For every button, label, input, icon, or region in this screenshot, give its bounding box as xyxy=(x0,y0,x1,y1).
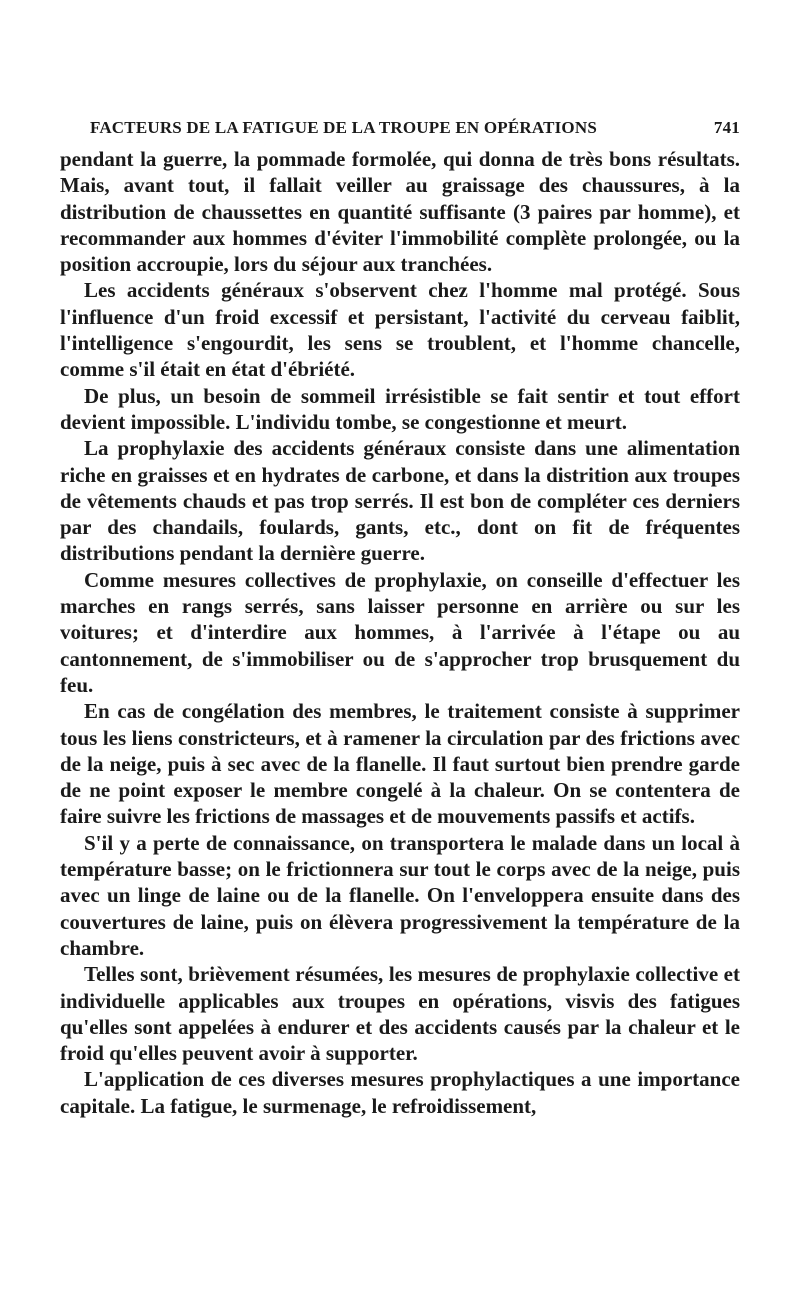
paragraph-loss-of-consciousness: S'il y a perte de connaissance, on transportera le malade dans un local à température basse; on le frictionnera sur tout le corps avec de la neige, puis avec un linge de laine ou de la flanelle. On l'enveloppera ensuite dans des couvertures de laine, puis on élèvera progressivement la température de la chambre. xyxy=(60,830,740,960)
paragraph-frostbite-treatment: En cas de congélation des membres, le traitement consiste à supprimer tous les liens constricteurs, et à ramener la circulation par des frictions avec de la neige, puis à sec avec de la flanelle. Il faut surtout bien prendre garde de ne point exposer le membre congelé à la chaleur. On se contentera de faire suivre les frictions de massages et de mouvements passifs et actifs. xyxy=(60,699,740,829)
page-number: 741 xyxy=(713,118,740,137)
body-text xyxy=(60,146,740,1119)
running-head-title: FACTEURS DE LA FATIGUE DE LA TROUPE EN OPÉRATIONS xyxy=(90,118,597,137)
paragraph-sleep-need: De plus, un besoin de sommeil irrésistible se fait sentir et tout effort devient impossible. L'individu tombe, se congestionne et meurt. xyxy=(60,383,740,434)
paragraph-general-accidents: Les accidents généraux s'observent chez l'homme mal protégé. Sous l'influence d'un froid excessif et persistant, l'activité du cerveau faiblit, l'intelligence s'engourdit, les sens se troublent, et l'homme chancelle, comme s'il était en état d'ébriété. xyxy=(60,278,740,382)
paragraph-prophylaxis: La prophylaxie des accidents généraux consiste dans une alimentation riche en graisses et en hydrates de carbone, et dans la distrition aux troupes de vêtements chauds et pas trop serrés. Il est bon de compléter ces derniers par des chandails, foulards, gants, etc., dont on fit de fréquentes distributions pendant la dernière guerre. xyxy=(60,436,740,566)
running-head xyxy=(90,118,740,138)
paragraph-continued: pendant la guerre, la pommade formolée, qui donna de très bons résultats. Mais, avant tout, il fallait veiller au graissage des chaussures, à la distribution de chaussettes en quantité suffisante (3 paires par homme), et recommander aux hommes d'éviter l'immobilité complète prolongée, ou la position accroupie, lors du séjour aux tranchées. xyxy=(60,147,740,277)
book-page xyxy=(60,118,740,1119)
paragraph-application: L'application de ces diverses mesures prophylactiques a une importance capitale. La fatigue, le surmenage, le refroidissement, xyxy=(60,1067,740,1118)
paragraph-summary: Telles sont, brièvement résumées, les mesures de prophylaxie collective et individuelle applicables aux troupes en opérations, visvis des fatigues qu'elles sont appelées à endurer et des accidents causés par la chaleur et le froid qu'elles peuvent avoir à supporter. xyxy=(60,962,740,1066)
paragraph-collective-measures: Comme mesures collectives de prophylaxie, on conseille d'effectuer les marches en rangs serrés, sans laisser personne en arrière ou sur les voitures; et d'interdire aux hommes, à l'arrivée à l'étape ou au cantonnement, de s'immobiliser ou de s'approcher trop brusquement du feu. xyxy=(60,567,740,697)
